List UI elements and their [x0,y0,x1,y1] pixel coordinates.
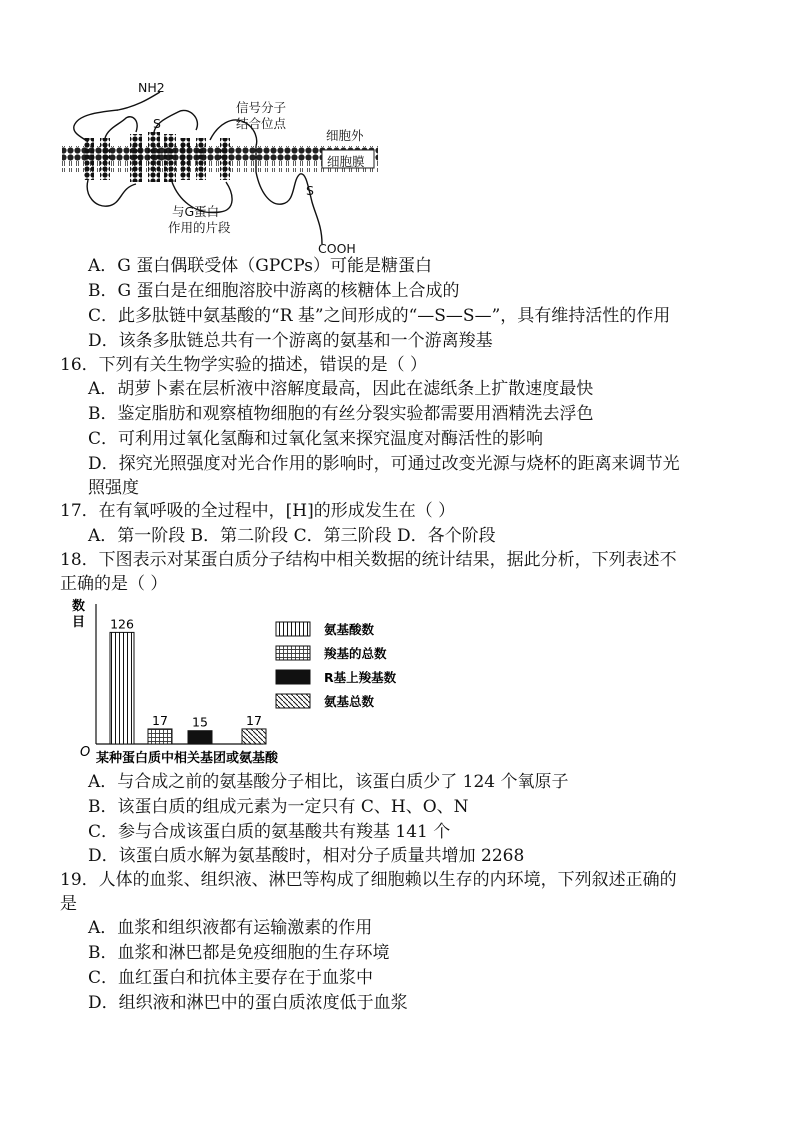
signal-site-label-1: 信号分子 [236,100,287,115]
q15-option-a: A．G 蛋白偶联受体（GPCPs）可能是糖蛋白 [88,256,432,276]
q16-option-c: C．可利用过氧化氢酶和过氧化氢来探究温度对酶活性的影响 [88,429,544,449]
legend-swatch-4 [276,694,310,708]
bar-1 [110,632,134,744]
q19-option-a: A．血浆和组织液都有运输激素的作用 [88,918,373,938]
nh2-label: NH2 [138,80,165,95]
bar-chart [58,596,438,766]
disulfide-s-label: S [153,116,161,131]
bar-value-label-4: 17 [246,712,262,728]
disulfide-s-label-2: S [306,183,314,198]
q19-stem-2: 是 [60,894,77,914]
q15-option-b: B．G 蛋白是在细胞溶胶中游离的核糖体上合成的 [88,281,460,301]
q17-stem: 17．在有氧呼吸的全过程中，[H]的形成发生在（ ） [60,501,456,521]
legend-label-1: 氨基酸数 [324,622,375,637]
q19-option-d: D．组织液和淋巴中的蛋白质浓度低于血浆 [88,993,408,1013]
legend-swatch-3 [276,670,310,684]
legend-label-4: 氨基总数 [324,694,375,709]
legend-swatch-1 [276,622,310,636]
q19-stem-1: 19．人体的血浆、组织液、淋巴等构成了细胞赖以生存的内环境，下列叙述正确的 [60,870,677,890]
cooh-label: COOH [318,241,356,256]
legend-label-3: R基上羧基数 [324,670,397,685]
bar-4 [242,729,266,744]
q19-option-b: B．血浆和淋巴都是免疫细胞的生存环境 [88,943,390,963]
q18-option-b: B．该蛋白质的组成元素为一定只有 C、H、O、N [88,797,469,817]
q15-option-d: D．该条多肽链总共有一个游离的氨基和一个游离羧基 [88,331,493,351]
q16-option-d: D．探究光照强度对光合作用的影响时，可通过改变光源与烧杯的距离来调节光 [88,454,680,474]
legend-swatch-2 [276,646,310,660]
q18-stem-2: 正确的是（ ） [60,574,168,594]
y-axis-label-char: 数 [72,599,86,614]
q18-option-c: C．参与合成该蛋白质的氨基酸共有羧基 141 个 [88,822,451,842]
q16-stem: 16．下列有关生物学实验的描述，错误的是（ ） [60,355,428,375]
q19-option-c: C．血红蛋白和抗体主要存在于血浆中 [88,968,374,988]
chart-bars [110,616,266,744]
y-axis-label-char: 目 [72,615,86,630]
q16-option-d-cont: 照强度 [88,478,139,498]
bar-2 [148,729,172,744]
q18-stem-1: 18．下图表示对某蛋白质分子结构中相关数据的统计结果，据此分析，下列表述不 [60,550,677,570]
g-fragment-label-2: 作用的片段 [168,220,231,235]
g-fragment-label-1: 与G蛋白 [172,204,220,219]
x-axis-label: 某种蛋白质中相关基团或氨基酸 [96,751,279,766]
legend-label-2: 羧基的总数 [324,646,387,661]
q18-option-d: D．该蛋白质水解为氨基酸时，相对分子质量共增加 2268 [88,846,525,866]
bar-value-label-3: 15 [192,714,208,730]
outside-cell-label: 细胞外 [326,128,364,143]
q16-option-a: A．胡萝卜素在层析液中溶解度最高，因此在滤纸条上扩散速度最快 [88,379,594,399]
membrane-label: 细胞膜 [327,154,365,169]
q16-option-b: B．鉴定脂肪和观察植物细胞的有丝分裂实验都需要用酒精洗去浮色 [88,404,594,424]
q15-option-c: C．此多肽链中氨基酸的“R 基”之间形成的“—S—S—”，具有维持活性的作用 [88,306,671,326]
bar-value-label-2: 17 [152,712,168,728]
signal-site-label-2: 结合位点 [236,116,287,131]
origin-label: O [80,745,91,760]
bar-3 [188,731,212,744]
q18-option-a: A．与合成之前的氨基酸分子相比，该蛋白质少了 124 个氧原子 [88,772,569,792]
q17-options: A．第一阶段 B．第二阶段 C．第三阶段 D．各个阶段 [88,526,496,546]
bar-value-label-1: 126 [110,616,134,632]
chart-legend [276,622,397,709]
